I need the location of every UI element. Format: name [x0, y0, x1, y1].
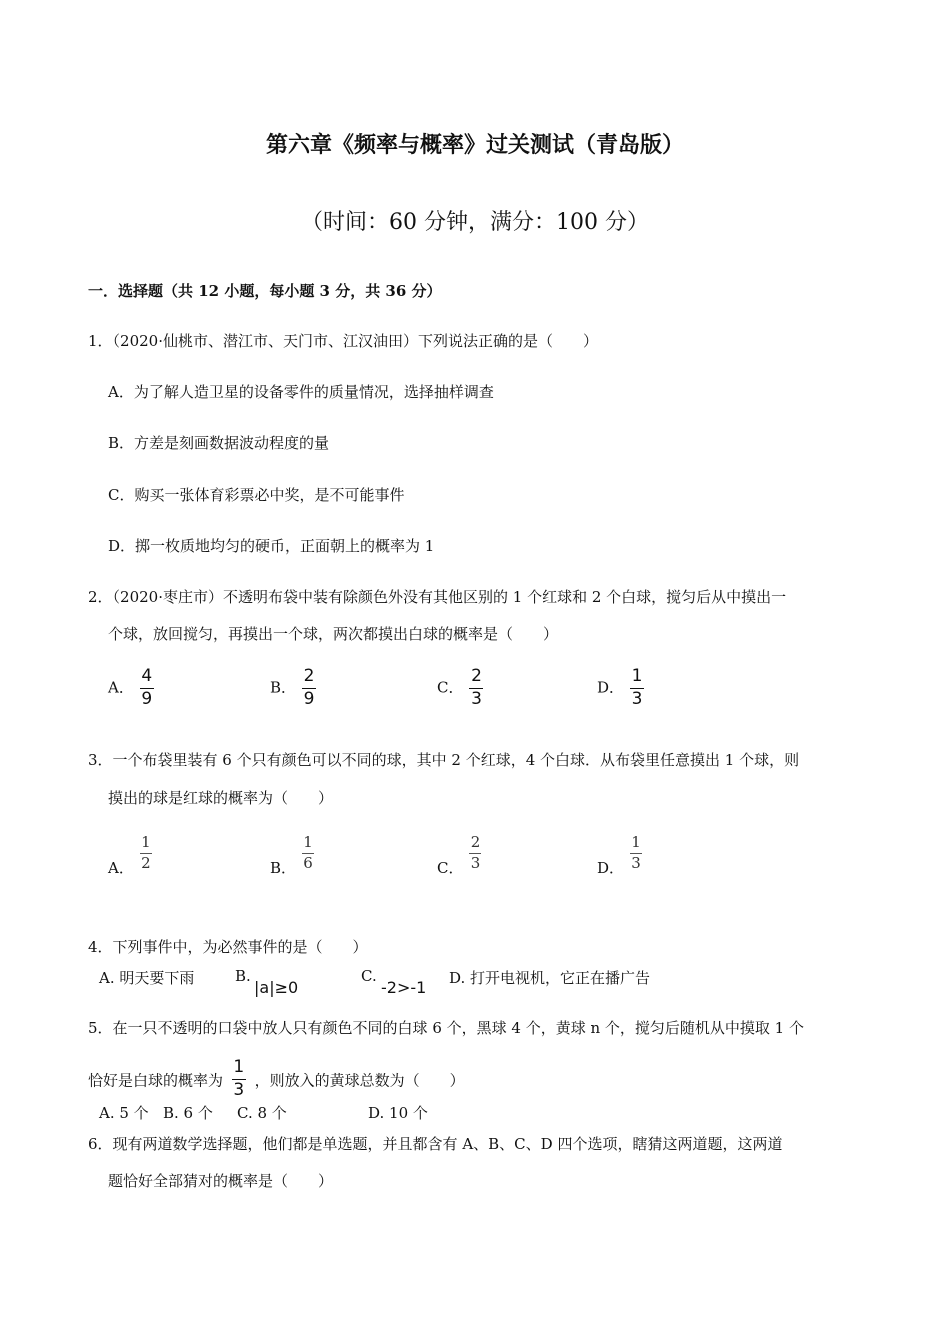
q1-option-d: D．掷一枚质地均匀的硬币，正面朝上的概率为 1: [108, 537, 435, 555]
q4-option-a: A. 明天要下雨: [99, 969, 195, 987]
q3-option-c: C． $\frac{2}{3}$: [437, 833, 481, 878]
q4-option-c-math: -2>-1: [381, 978, 427, 997]
page-subtitle: （时间：60 分钟，满分：100 分）: [301, 210, 649, 235]
q1-option-c: C．购买一张体育彩票必中奖，是不可能事件: [108, 486, 405, 504]
q4-option-d: D. 打开电视机，它正在播广告: [449, 969, 651, 987]
q4-option-c-label: C.: [361, 967, 377, 985]
page-title: 第六章《频率与概率》过关测试（青岛版）: [265, 133, 684, 158]
q4-option-b-label: B.: [235, 967, 251, 985]
q2-option-d: D． $\frac{1}{3}$: [597, 666, 643, 709]
q4-option-b-math: |a|≥0: [254, 978, 299, 997]
q5-option-c: C. 8 个: [237, 1104, 287, 1122]
q5-stem-line2: 恰好是白球的概率为 $\frac{1}{3}$ ，则放入的黄球总数为（ ）: [88, 1057, 465, 1100]
q2-option-c: C． $\frac{2}{3}$: [437, 666, 482, 709]
q5-option-a: A. 5 个: [99, 1104, 149, 1122]
q3-option-d: D． $\frac{1}{3}$: [597, 833, 641, 878]
q1-option-b: B．方差是刻画数据波动程度的量: [108, 434, 330, 452]
q5-option-b: B. 6 个: [163, 1104, 213, 1122]
q5-stem-line1: 5．在一只不透明的口袋中放人只有颜色不同的白球 6 个，黑球 4 个，黄球 n 个，搅匀后随机从中摸取 1 个: [88, 1019, 804, 1037]
q2-option-a: A． $\frac{4}{9}$: [108, 666, 153, 709]
q3-stem-line2: 摸出的球是红球的概率为（ ）: [108, 789, 334, 807]
q3-option-b: B． $\frac{1}{6}$: [270, 833, 313, 878]
q1-stem: 1．（2020·仙桃市、潜江市、天门市、江汉油田）下列说法正确的是（ ）: [88, 332, 598, 350]
q4-stem: 4．下列事件中，为必然事件的是（ ）: [88, 938, 368, 956]
q2-stem-line1: 2．（2020·枣庄市）不透明布袋中装有除颜色外没有其他区别的 1 个红球和 2 个白球，搅匀后从中摸出一: [88, 588, 787, 606]
section-heading: 一．选择题（共 12 小题，每小题 3 分，共 36 分）: [88, 282, 442, 300]
q3-stem-line1: 3．一个布袋里装有 6 个只有颜色可以不同的球，其中 2 个红球，4 个白球．从布袋里任意摸出 1 个球，则: [88, 751, 800, 769]
q2-stem-line2: 个球，放回搅匀，再摸出一个球，两次都摸出白球的概率是（ ）: [108, 625, 559, 643]
q6-stem-line2: 题恰好全部猜对的概率是（ ）: [108, 1172, 334, 1190]
q5-option-d: D. 10 个: [368, 1104, 428, 1122]
q3-option-a: A． $\frac{1}{2}$: [108, 833, 151, 878]
q6-stem-line1: 6．现有两道数学选择题，他们都是单选题，并且都含有 A、B、C、D 四个选项，瞎猜这两道题，这两道: [88, 1135, 783, 1153]
q5-fraction: $\frac{1}{3}$: [233, 1057, 245, 1100]
q2-option-b: B． $\frac{2}{9}$: [270, 666, 315, 709]
q1-option-a: A．为了解人造卫星的设备零件的质量情况，选择抽样调查: [108, 383, 494, 401]
